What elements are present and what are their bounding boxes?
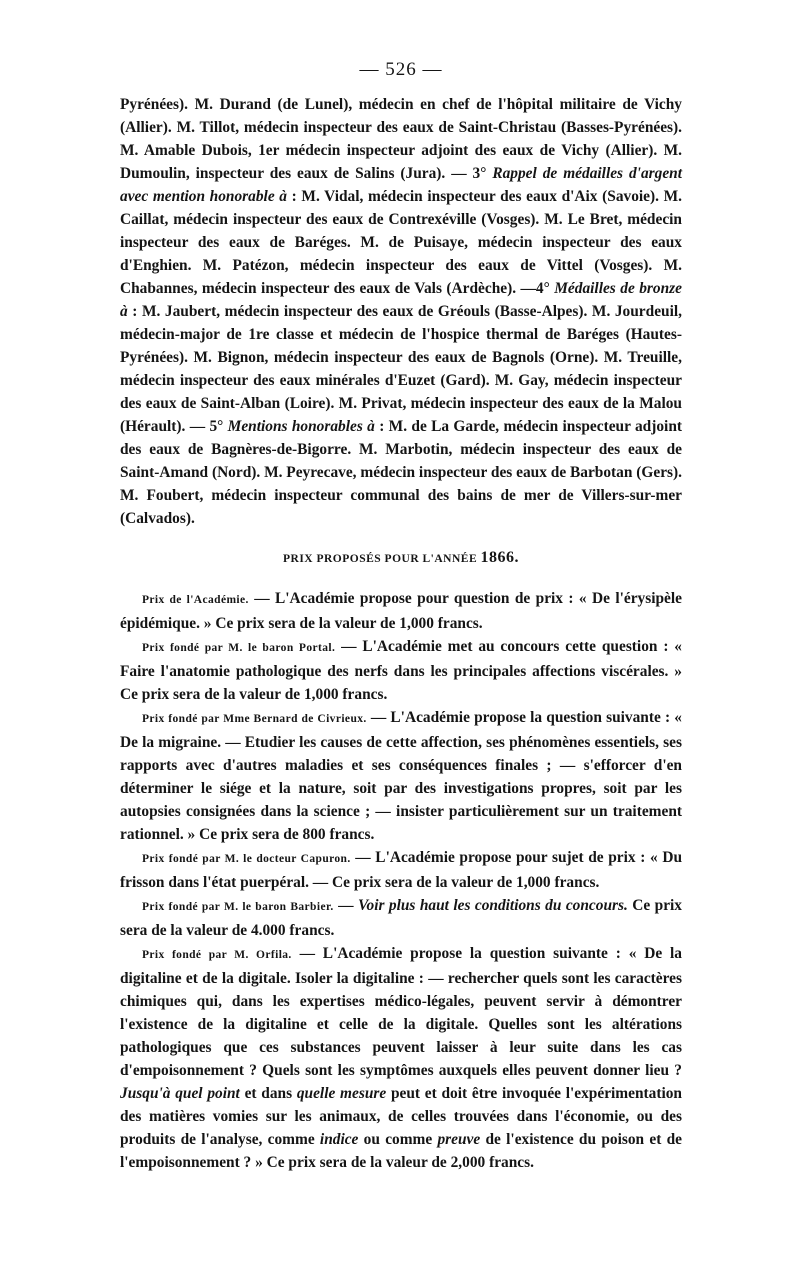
prize-text: — xyxy=(333,897,358,914)
prize-text: — L'Académie propose la question suivante : « De la digitaline et de la digitale. Isoler la digitaline : — rechercher quels sont les caractères chimiques qui, dans les expertises médico-légales, peuvent servir à démontrer l'existence de la digitaline et celle de la digitale. Quelles sont les altérations pathologiques que ces substances peuvent laisser à leur suite dans les cas d'empoisonnement ? Quels sont les symptômes auxquels elles peuvent donner lieu ? xyxy=(120,945,682,1079)
medal-list-paragraph xyxy=(120,93,682,530)
prize-text: — L'Académie propose pour question de prix : « De l'érysipèle épidémique. » Ce prix sera de la valeur de 1,000 francs. xyxy=(120,590,682,632)
intro-italic-3: Mentions honorables à xyxy=(227,418,375,435)
prize-barbier xyxy=(120,894,682,942)
prize-heading: Prix fondé par M. le baron Barbier. xyxy=(142,901,334,913)
prize-heading: Prix fondé par M. le baron Portal. xyxy=(142,642,336,654)
prize-heading: Prix fondé par Mme Bernard de Civrieux. xyxy=(142,713,367,725)
prize-civrieux xyxy=(120,706,682,846)
prize-text: et dans xyxy=(239,1085,297,1102)
prize-portal xyxy=(120,635,682,706)
intro-text-2: : M. Vidal, médecin inspecteur des eaux d'Aix (Savoie). M. Caillat, médecin inspecteur des eaux de Contrexéville (Vosges). M. Le Bret, médecin inspecteur des eaux de Baréges. M. de Puisaye, médecin inspecteur des eaux d'Enghien. M. Patézon, médecin inspecteur des eaux de Vittel (Vosges). M. Chabannes, médecin inspecteur des eaux de Vals (Ardèche). —4° xyxy=(120,188,683,297)
prize-text: — L'Académie propose pour sujet de prix : « Du frisson dans l'état puerpéral. — Ce prix sera de la valeur de 1,000 francs. xyxy=(120,849,682,891)
prize-heading: Prix fondé par M. le docteur Capuron. xyxy=(142,853,351,865)
prize-italic: indice xyxy=(319,1131,359,1148)
prize-text: Ce prix sera de la valeur de 4.000 francs. xyxy=(120,897,683,939)
intro-italic-1: Rappel de médailles d'argent avec mention honorable à xyxy=(120,165,682,205)
prize-text: de l'existence du poison et de l'empoisonnement ? » Ce prix sera de la valeur de 2,000 francs. xyxy=(120,1131,682,1171)
intro-italic-2: Médailles de bronze à xyxy=(120,280,682,320)
prize-text: — L'Académie met au concours cette question : « Faire l'anatomie pathologique des nerfs dans les principales affections viscérales. » Ce prix sera de la valeur de 1,000 francs. xyxy=(120,638,682,703)
prize-academie xyxy=(120,587,682,635)
prize-italic: Voir plus haut les conditions du concours. xyxy=(357,897,628,914)
section-title-label: PRIX PROPOSÉS POUR L'ANNÉE xyxy=(282,553,478,565)
intro-text-4: : M. de La Garde, médecin inspecteur adjoint des eaux de Bagnères-de-Bigorre. M. Marbotin, médecin inspecteur des eaux de Saint-Amand (Nord). M. Peyrecave, médecin inspecteur des eaux de Barbotan (Gers). M. Foubert, médecin inspecteur communal des bains de mer de Villers-sur-mer (Calvados). xyxy=(120,418,683,527)
prize-italic: quelle mesure xyxy=(296,1085,387,1102)
prize-heading: Prix fondé par M. Orfila. xyxy=(142,949,292,961)
intro-text-3: : M. Jaubert, médecin inspecteur des eaux de Gréouls (Basse-Alpes). M. Jourdeuil, médecin-major de 1re classe et médecin de l'hospice thermal de Baréges (Hautes-Pyrénées). M. Bignon, médecin inspecteur des eaux de Bagnols (Orne). M. Treuille, médecin inspecteur des eaux minérales d'Euzet (Gard). M. Gay, médecin inspecteur des eaux de Saint-Alban (Loire). M. Privat, médecin inspecteur des eaux de la Malou (Hérault). — 5° xyxy=(120,303,682,435)
prize-italic: Jusqu'à quel point xyxy=(120,1085,240,1102)
prize-orfila xyxy=(120,942,682,1174)
prize-capuron xyxy=(120,846,682,894)
section-title-year: 1866. xyxy=(480,549,520,566)
intro-text-1: Pyrénées). M. Durand (de Lunel), médecin en chef de l'hôpital militaire de Vichy (Allier). M. Tillot, médecin inspecteur des eaux de Saint-Christau (Basses-Pyrénées). M. Amable Dubois, 1er médecin inspecteur adjoint des eaux de Vichy (Allier). M. Dumoulin, inspecteur des eaux de Salins (Jura). — 3° xyxy=(120,96,682,182)
prize-italic: preuve xyxy=(437,1131,481,1148)
section-title xyxy=(120,546,682,571)
prize-text: ou comme xyxy=(358,1131,438,1148)
prize-heading: Prix de l'Académie. xyxy=(142,594,249,606)
prize-text: peut et doit être invoquée l'expérimentation des matières vomies sur les animaux, de celles trouvées dans l'économie, ou des produits de l'analyse, comme xyxy=(120,1085,682,1148)
prize-text: — L'Académie propose la question suivante : « De la migraine. — Etudier les causes de cette affection, ses phénomènes essentiels, ses rapports avec d'autres maladies et ses conséquences finales ; — s'efforcer d'en déterminer le siége et la nature, soit par des investigations propres, soit par les autopsies consignées dans la science ; — insister particulièrement sur un traitement rationnel. » Ce prix sera de 800 francs. xyxy=(120,709,682,843)
page-number: — 526 — xyxy=(359,59,443,80)
